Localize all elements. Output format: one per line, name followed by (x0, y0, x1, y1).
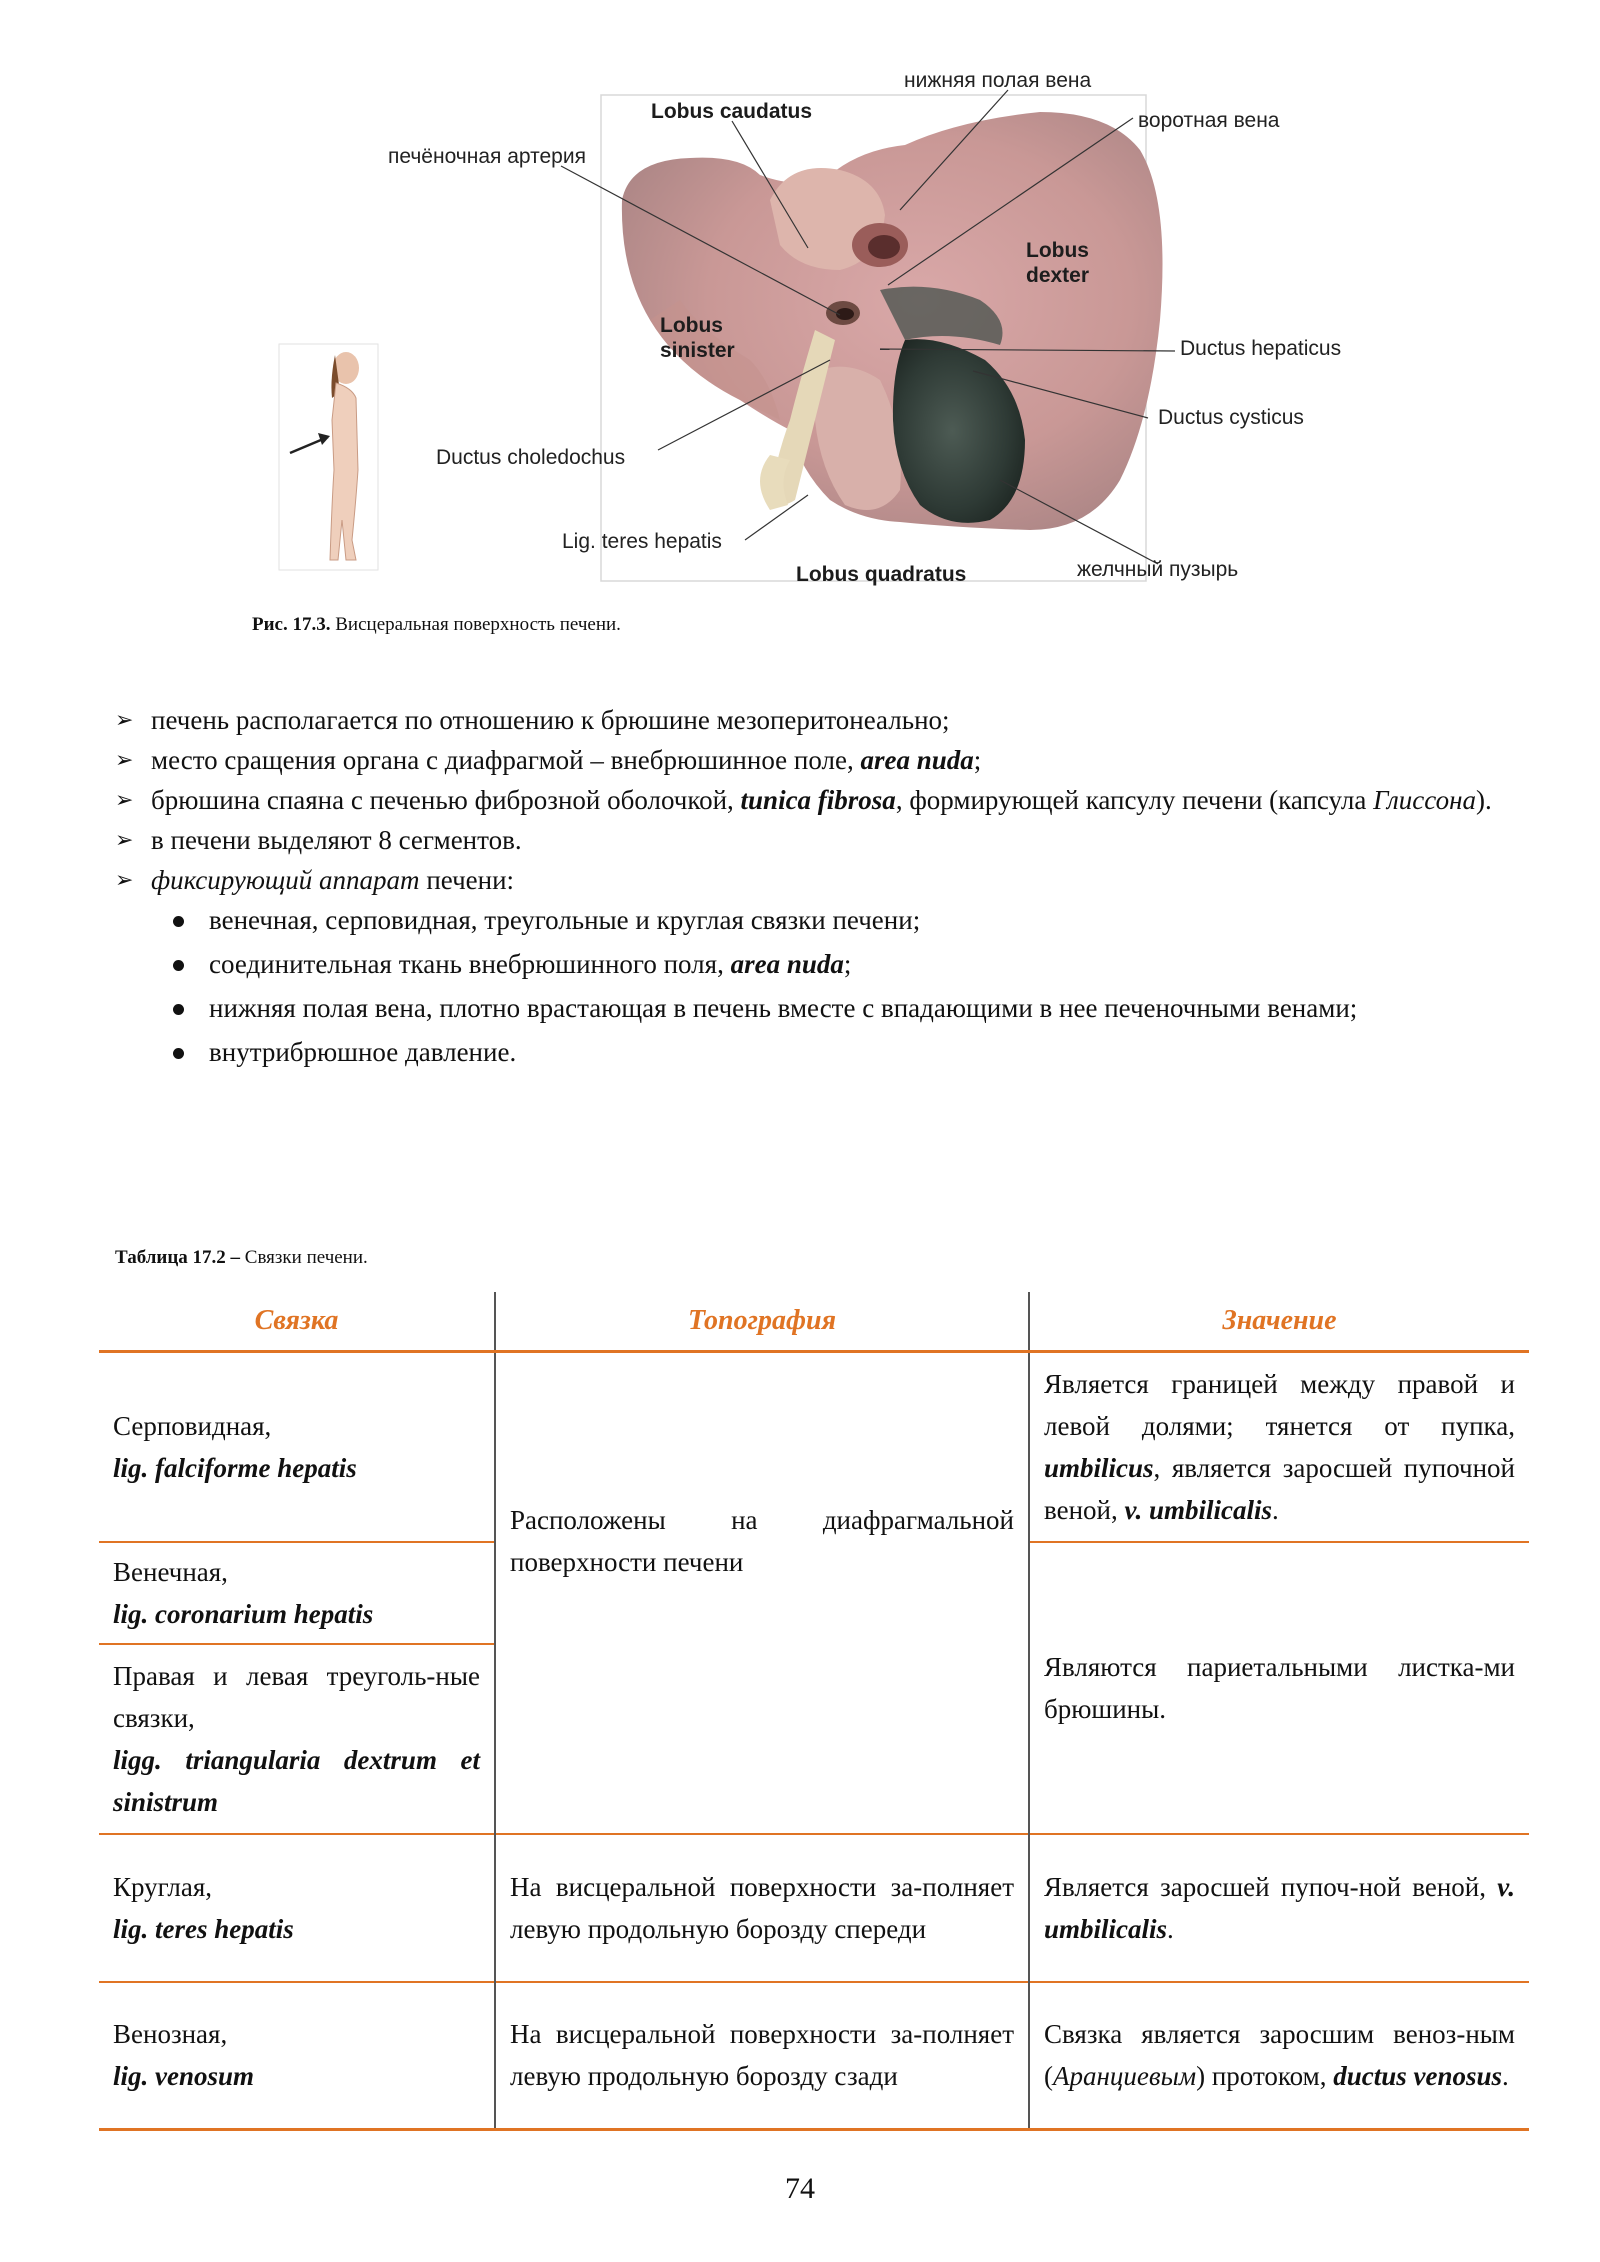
table-row (99, 1834, 1529, 1982)
arrow-bullet-icon: ➢ (115, 827, 134, 852)
ligament-cell: Венечная, lig. coronarium hepatis (99, 1542, 495, 1644)
label-lig-teres: Lig. teres hepatis (562, 530, 722, 553)
sub-list-item: нижняя полая вена, плотно врастающая в печень вместе с впадающими в нее печеночными венами; (165, 988, 1525, 1028)
merged-topography-cell: Расположены на диафрагмальной поверхности печени (495, 1352, 1029, 1834)
sub-list-item: соединительная ткань внебрюшинного поля, area nuda; (165, 944, 1525, 984)
list-item: ➢ место сращения органа с диафрагмой – внебрюшинное поле, area nuda; (115, 740, 1525, 780)
sub-list-item: венечная, серповидная, треугольные и круглая связки печени; (165, 900, 1525, 940)
ligament-cell: Венозная, lig. venosum (99, 1982, 495, 2130)
liver-illustration (0, 0, 1600, 600)
ligament-cell: Серповидная, lig. falciforme hepatis (113, 1410, 357, 1483)
figure-caption-number: Рис. 17.3. (252, 614, 331, 635)
label-ductus-hepaticus: Ductus hepaticus (1180, 337, 1342, 360)
ligament-cell: Правая и левая треуголь-ные связки, ligg. triangularia dextrum et sinistrum (99, 1644, 495, 1834)
bullet-dot-icon (173, 916, 184, 927)
list-item: ➢ в печени выделяют 8 сегментов. (115, 820, 1525, 860)
liver-facts-list (115, 700, 1525, 1072)
ligament-latin-name: ligg. triangularia dextrum et sinistrum (113, 1744, 480, 1817)
list-item: ➢ брюшина спаяна с печенью фиброзной оболочкой, tunica fibrosa, формирующей капсулу печени (капсула Глиссона). (115, 780, 1525, 820)
latin-term: tunica fibrosa (740, 785, 896, 815)
table-header-row (99, 1292, 1529, 1352)
table-caption-number: Таблица 17.2 – (115, 1247, 241, 1268)
label-ivc: нижняя полая вена (904, 69, 1092, 92)
table-row (99, 1982, 1529, 2130)
topography-cell: На висцеральной поверхности за-полняет левую продольную борозду сзади (495, 1982, 1029, 2130)
table-row (99, 1352, 1529, 1542)
arrow-bullet-icon: ➢ (115, 787, 134, 812)
latin-term: area nuda (860, 745, 974, 775)
column-header-ligament: Связка (99, 1292, 495, 1352)
label-gallbladder: желчный пузырь (1077, 558, 1239, 581)
meaning-cell: Является границей между правой и левой долями; тянется от пупка, umbilicus, является заросшей пупочной веной, v. umbilicalis. (1029, 1352, 1529, 1542)
label-ductus-cysticus: Ductus cysticus (1158, 406, 1304, 429)
label-lobus-dexter: Lobus dexter (1026, 239, 1090, 288)
arrow-bullet-icon: ➢ (115, 747, 134, 772)
label-portal-vein: воротная вена (1138, 109, 1280, 132)
list-item: ➢ фиксирующий аппарат печени: (115, 860, 1525, 900)
ligament-latin-name: lig. coronarium hepatis (113, 1598, 374, 1629)
latin-term: area nuda (730, 949, 844, 979)
label-lobus-sinister: Lobus sinister (660, 314, 735, 363)
merged-meaning-cell: Являются париетальными листка-ми брюшины. (1029, 1542, 1529, 1834)
column-header-topography: Топография (495, 1292, 1029, 1352)
figure-liver-visceral-surface (0, 0, 1600, 600)
ligament-cell: Круглая, lig. teres hepatis (99, 1834, 495, 1982)
table-caption-text: Связки печени. (240, 1247, 368, 1268)
meaning-cell: Связка является заросшим веноз-ным (Аранциевым) протоком, ductus venosus. (1029, 1982, 1529, 2130)
ligament-latin-name: lig. venosum (113, 2061, 255, 2092)
page-number: 74 (785, 2172, 815, 2205)
meaning-cell: Является заросшей пупоч-ной веной, v. umbilicalis. (1029, 1834, 1529, 1982)
column-header-meaning: Значение (1029, 1292, 1529, 1352)
arrow-bullet-icon: ➢ (115, 707, 134, 732)
topography-cell: На висцеральной поверхности за-полняет левую продольную борозду спереди (495, 1834, 1029, 1982)
arrow-bullet-icon: ➢ (115, 867, 134, 892)
label-ductus-choledochus: Ductus choledochus (436, 446, 626, 469)
list-item: ➢ печень располагается по отношению к брюшине мезоперитонеально; (115, 700, 1525, 740)
table-caption (115, 1247, 368, 1269)
ligaments-table (99, 1292, 1529, 2131)
figure-caption-text: Висцеральная поверхность печени. (330, 614, 621, 635)
fixation-apparatus-list (115, 900, 1525, 1072)
label-hepatic-artery: печёночная артерия (388, 145, 586, 168)
bullet-dot-icon (173, 1048, 184, 1059)
bullet-dot-icon (173, 1004, 184, 1015)
eponym: Глиссона (1373, 785, 1476, 815)
label-lobus-quadratus: Lobus quadratus (796, 563, 967, 586)
sub-list-item: внутрибрюшное давление. (165, 1032, 1525, 1072)
label-lobus-caudatus: Lobus caudatus (651, 100, 813, 123)
bullet-dot-icon (173, 960, 184, 971)
ligament-latin-name: lig. falciforme hepatis (113, 1452, 357, 1483)
ligament-latin-name: lig. teres hepatis (113, 1913, 294, 1944)
figure-caption (252, 614, 621, 636)
body-orientation-icon (279, 344, 378, 570)
